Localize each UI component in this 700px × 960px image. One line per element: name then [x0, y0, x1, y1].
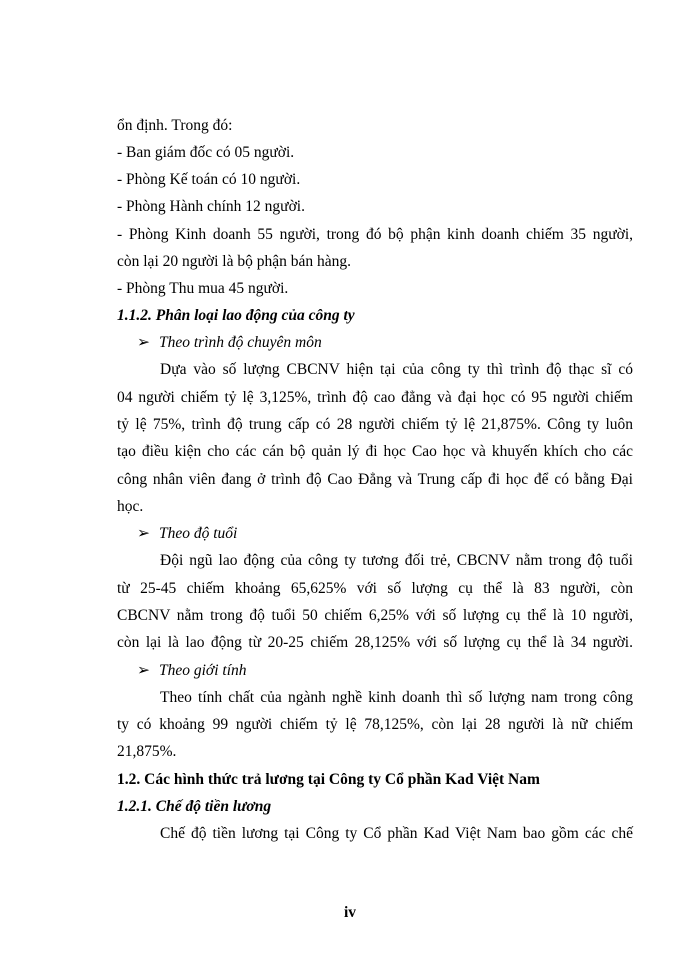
subheading-gender [137, 661, 633, 681]
arrow-bullet-icon: ➢ [137, 334, 150, 351]
paragraph-line: học. [117, 498, 144, 515]
paragraph-line: ty có khoảng 99 người chiếm tỷ lệ 78,125%, còn lại 28 người là nữ chiếm [117, 716, 633, 733]
subheading-label: Theo trình độ chuyên môn [159, 334, 322, 351]
page-number: iv [343, 904, 357, 921]
paragraph-line: Đội ngũ lao động của công ty tương đối trẻ, CBCNV nằm trong độ tuổi [160, 552, 633, 569]
paragraph-line: Chế độ tiền lương tại Công ty Cổ phần Kad Việt Nam bao gồm các chế [160, 825, 633, 842]
list-item: - Phòng Hành chính 12 người. [117, 198, 305, 215]
paragraph-line: còn lại là lao động từ 20-25 chiếm 28,125% với số lượng cụ thể là 34 người. [117, 634, 633, 651]
subheading-age [137, 524, 633, 544]
arrow-bullet-icon: ➢ [137, 662, 150, 679]
list-item: - Phòng Kế toán có 10 người. [117, 171, 301, 188]
paragraph-line: Dựa vào số lượng CBCNV hiện tại của công ty thì trình độ thạc sĩ có [160, 361, 633, 378]
list-item: - Ban giám đốc có 05 người. [117, 144, 295, 161]
subheading-education [137, 333, 633, 353]
paragraph-line: tạo điều kiện cho các cán bộ quản lý đi học Cao học và khuyến khích cho các [117, 443, 633, 460]
section-heading-1-1-2: 1.1.2. Phân loại lao động của công ty [117, 307, 355, 324]
paragraph-line: Theo tính chất của ngành nghề kinh doanh thì số lượng nam trong công [160, 689, 633, 706]
subheading-label: Theo độ tuổi [159, 525, 238, 542]
paragraph-line: từ 25-45 chiếm khoảng 65,625% với số lượng cụ thể là 83 người, còn [117, 580, 633, 597]
paragraph-line: CBCNV nằm trong độ tuổi 50 chiếm 6,25% với số lượng cụ thể là 10 người, [117, 607, 633, 624]
text-line: ổn định. Trong đó: [117, 117, 233, 134]
paragraph-line: công nhân viên đang ở trình độ Cao Đẳng và Trung cấp đi học để có bằng Đại [117, 471, 633, 488]
list-item: - Phòng Thu mua 45 người. [117, 280, 289, 297]
section-heading-1-2-1: 1.2.1. Chế độ tiền lương [117, 798, 272, 815]
text-line: còn lại 20 người là bộ phận bán hàng. [117, 253, 351, 270]
section-heading-1-2: 1.2. Các hình thức trả lương tại Công ty Cổ phần Kad Việt Nam [117, 771, 540, 788]
list-item: - Phòng Kinh doanh 55 người, trong đó bộ phận kinh doanh chiếm 35 người, [117, 226, 633, 243]
paragraph-line: 04 người chiếm tỷ lệ 3,125%, trình độ cao đẳng và đại học có 95 người chiếm [117, 389, 633, 406]
arrow-bullet-icon: ➢ [137, 525, 150, 542]
paragraph-line: 21,875%. [117, 743, 177, 760]
subheading-label: Theo giới tính [159, 662, 247, 679]
paragraph-line: tỷ lệ 75%, trình độ trung cấp có 28 người chiếm tỷ lệ 21,875%. Công ty luôn [117, 416, 633, 433]
